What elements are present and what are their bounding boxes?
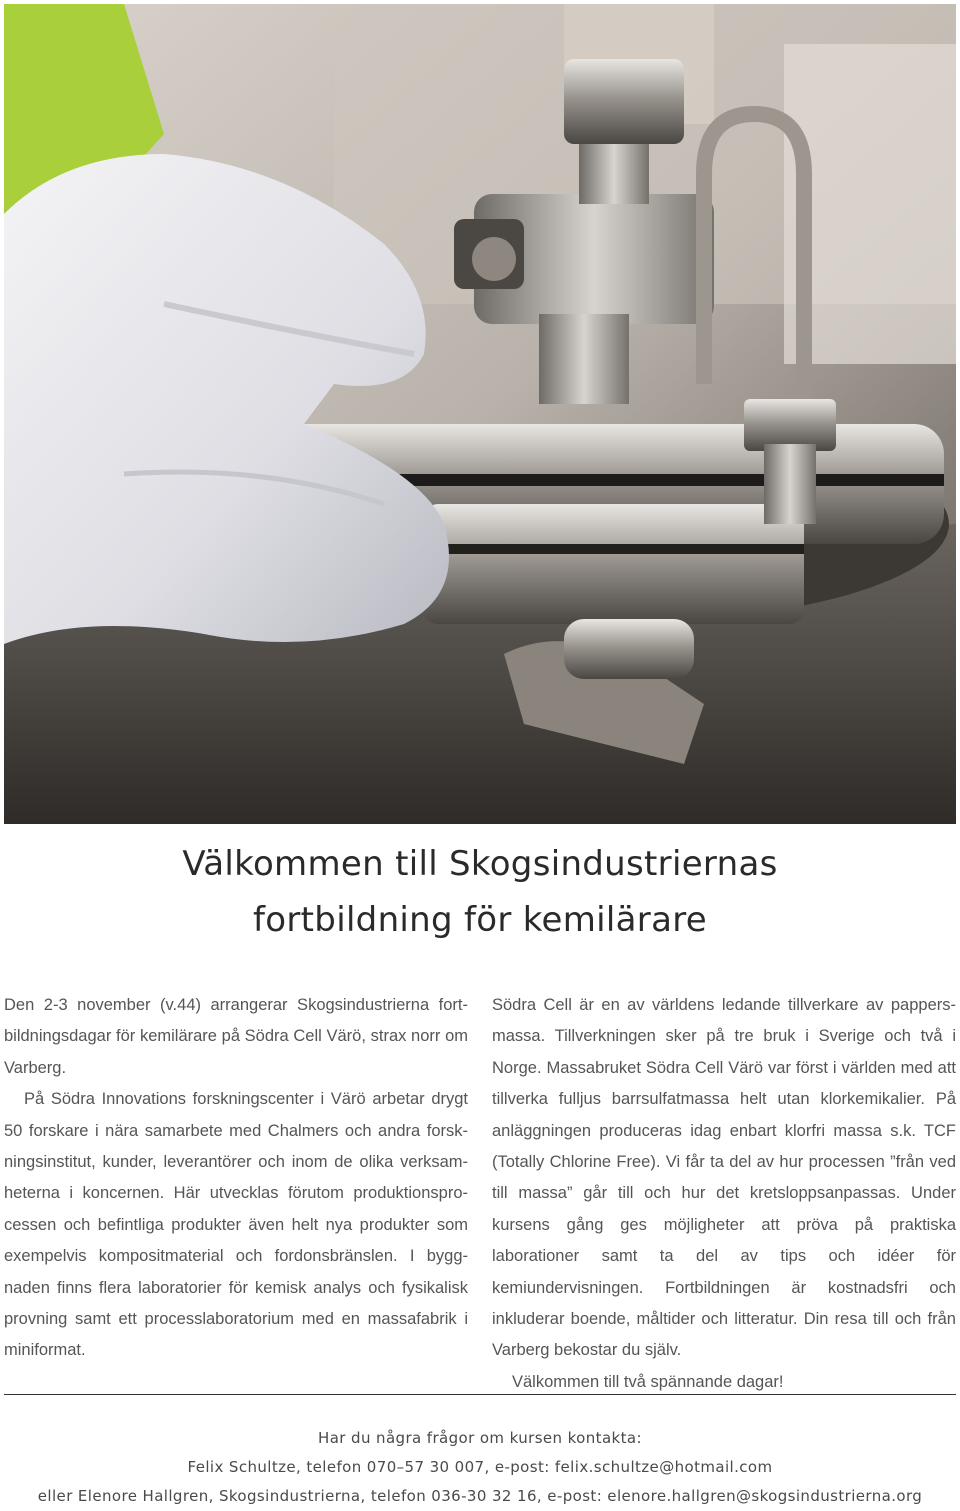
right-column bbox=[492, 990, 956, 1398]
divider bbox=[4, 1394, 956, 1395]
left-paragraph-2: På Södra Innovations forskningscenter i Värö arbetar drygt 50 forskare i nära samarbete med Chalmers och andra forskningsinstitut, kunder, leverantörer och inom de olika verksamheterna i koncernen. Här utvecklas förutom produktionsprocessen och befintliga produkter även helt nya produkter som exempelvis kompositmaterial och fordonsbränslen. I byggnaden finns flera laboratorier för kemisk analys och fysikalisk provning samt ett processlaboratorium med en massafabrik i miniformat. bbox=[4, 1090, 468, 1360]
right-paragraph-1: Södra Cell är en av världens ledande tillverkare av pappersmassa. Tillverkningen sker på tre bruk i Sverige och två i Norge. Massabruket Södra Cell Värö var först i världen med att tillverka fulljus barrsulfatmassa helt utan klorkemikalier. På anläggningen produceras idag enbart klorfri massa s.k. TCF (Totally Chlorine Free). Vi får ta del av hur processen ”från ved till massa” går till och hur det kretsloppsanpassas. Under kursens gång ges möjligheter att pröva på praktiska laborationer samt ta del av tips och idéer för kemiundervisningen. Fortbildningen är kostnadsfri och inkluderar boende, måltider och litteratur. Din resa till och från Varberg bekostar du själv. bbox=[492, 996, 956, 1360]
contact-felix: Felix Schultze, telefon 070–57 30 007, e-post: felix.schultze@hotmail.com bbox=[187, 1458, 773, 1476]
contact-intro: Har du några frågor om kursen kontakta: bbox=[318, 1429, 642, 1447]
title-line-2: fortbildning för kemilärare bbox=[253, 900, 707, 940]
page-title bbox=[0, 836, 960, 948]
right-paragraph-2: Välkommen till två spännande dagar! bbox=[512, 1372, 784, 1391]
title-line-1: Välkommen till Skogsindustriernas bbox=[182, 844, 778, 884]
contact-elenore: eller Elenore Hallgren, Skogsindustrierna, telefon 036-30 32 16, e-post: elenore.hallgren@skogsindustrierna.org bbox=[37, 1487, 923, 1505]
left-column bbox=[4, 990, 468, 1367]
left-paragraph-1: Den 2-3 november (v.44) arrangerar Skogsindustrierna fortbildningsdagar för kemilärare på Södra Cell Värö, strax norr om Varberg. bbox=[4, 996, 468, 1077]
lab-equipment-photo bbox=[4, 4, 956, 824]
contact-block bbox=[0, 1424, 960, 1511]
